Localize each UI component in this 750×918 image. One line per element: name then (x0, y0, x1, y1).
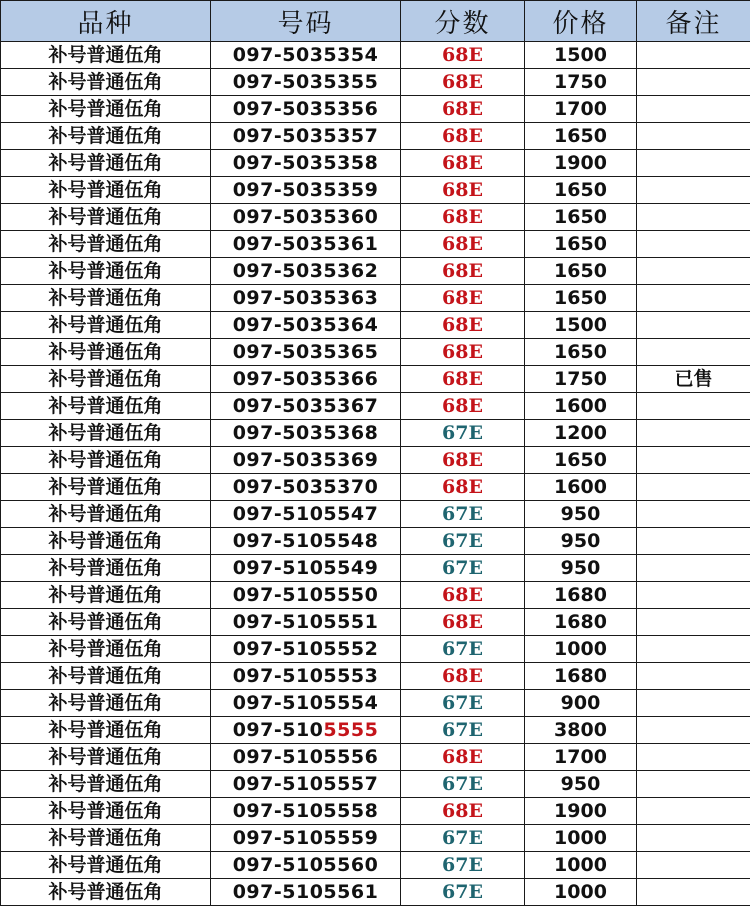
variety-cell: 补号普通伍角 (1, 501, 211, 528)
variety-cell: 补号普通伍角 (1, 825, 211, 852)
table-row (1, 393, 750, 420)
variety-cell: 补号普通伍角 (1, 393, 211, 420)
price-cell: 1650 (525, 447, 637, 474)
code-cell: 097-5035358 (211, 150, 401, 177)
variety-cell: 补号普通伍角 (1, 96, 211, 123)
variety-cell: 补号普通伍角 (1, 258, 211, 285)
table-row (1, 852, 750, 879)
table-row (1, 501, 750, 528)
table-row (1, 231, 750, 258)
price-cell: 1650 (525, 123, 637, 150)
score-cell: 67E (401, 717, 525, 744)
table-row (1, 474, 750, 501)
price-cell: 1500 (525, 312, 637, 339)
price-cell: 1700 (525, 744, 637, 771)
variety-cell: 补号普通伍角 (1, 771, 211, 798)
score-cell: 68E (401, 798, 525, 825)
header-note: 备注 (637, 1, 750, 42)
score-cell: 68E (401, 258, 525, 285)
code-cell: 097-5035364 (211, 312, 401, 339)
score-cell: 67E (401, 690, 525, 717)
score-cell: 68E (401, 663, 525, 690)
variety-cell: 补号普通伍角 (1, 852, 211, 879)
variety-cell: 补号普通伍角 (1, 69, 211, 96)
variety-cell: 补号普通伍角 (1, 312, 211, 339)
variety-cell: 补号普通伍角 (1, 555, 211, 582)
header-code: 号码 (211, 1, 401, 42)
variety-cell: 补号普通伍角 (1, 879, 211, 906)
score-cell: 68E (401, 123, 525, 150)
code-cell: 097-5035363 (211, 285, 401, 312)
variety-cell: 补号普通伍角 (1, 798, 211, 825)
variety-cell: 补号普通伍角 (1, 420, 211, 447)
variety-cell: 补号普通伍角 (1, 636, 211, 663)
score-cell: 67E (401, 501, 525, 528)
table-row (1, 42, 750, 69)
note-cell (637, 312, 750, 339)
table-row (1, 528, 750, 555)
variety-cell: 补号普通伍角 (1, 285, 211, 312)
note-cell (637, 825, 750, 852)
score-cell: 68E (401, 474, 525, 501)
table-row (1, 771, 750, 798)
price-cell: 950 (525, 555, 637, 582)
price-cell: 900 (525, 690, 637, 717)
note-cell (637, 528, 750, 555)
table-row (1, 96, 750, 123)
note-cell (637, 501, 750, 528)
code-cell: 097-5105547 (211, 501, 401, 528)
table-row (1, 825, 750, 852)
price-cell: 1650 (525, 285, 637, 312)
note-cell (637, 447, 750, 474)
note-cell: 已售 (637, 366, 750, 393)
price-cell: 1650 (525, 339, 637, 366)
variety-cell: 补号普通伍角 (1, 744, 211, 771)
price-cell: 1000 (525, 636, 637, 663)
price-cell: 1650 (525, 204, 637, 231)
variety-cell: 补号普通伍角 (1, 177, 211, 204)
note-cell (637, 123, 750, 150)
price-cell: 1680 (525, 663, 637, 690)
note-cell (637, 69, 750, 96)
table-row (1, 177, 750, 204)
price-cell: 1600 (525, 393, 637, 420)
code-cell: 097-5105554 (211, 690, 401, 717)
note-cell (637, 663, 750, 690)
table-row (1, 258, 750, 285)
variety-cell: 补号普通伍角 (1, 123, 211, 150)
code-cell: 097-5105558 (211, 798, 401, 825)
variety-cell: 补号普通伍角 (1, 339, 211, 366)
note-cell (637, 744, 750, 771)
table-header (1, 1, 750, 42)
note-cell (637, 798, 750, 825)
code-cell: 097-5105557 (211, 771, 401, 798)
table-row (1, 582, 750, 609)
price-cell: 950 (525, 771, 637, 798)
table-row (1, 636, 750, 663)
score-cell: 68E (401, 609, 525, 636)
table-row (1, 285, 750, 312)
score-cell: 68E (401, 744, 525, 771)
price-cell: 1000 (525, 852, 637, 879)
price-cell: 1500 (525, 42, 637, 69)
price-cell: 950 (525, 501, 637, 528)
variety-cell: 补号普通伍角 (1, 204, 211, 231)
score-cell: 68E (401, 393, 525, 420)
price-cell: 1000 (525, 825, 637, 852)
score-cell: 68E (401, 447, 525, 474)
code-cell: 097-5035369 (211, 447, 401, 474)
code-cell: 097-5105561 (211, 879, 401, 906)
note-cell (637, 96, 750, 123)
price-cell: 1650 (525, 177, 637, 204)
code-cell: 097-5105556 (211, 744, 401, 771)
note-cell (637, 852, 750, 879)
price-cell: 1200 (525, 420, 637, 447)
score-cell: 67E (401, 771, 525, 798)
code-cell: 097-5035367 (211, 393, 401, 420)
table-row (1, 420, 750, 447)
table-row (1, 204, 750, 231)
note-cell (637, 474, 750, 501)
note-cell (637, 690, 750, 717)
code-cell: 097-5105559 (211, 825, 401, 852)
note-cell (637, 420, 750, 447)
price-cell: 1750 (525, 69, 637, 96)
code-cell: 097-5105549 (211, 555, 401, 582)
table-row (1, 609, 750, 636)
code-cell (211, 717, 401, 744)
price-cell: 1650 (525, 231, 637, 258)
code-cell: 097-5035362 (211, 258, 401, 285)
score-cell: 67E (401, 879, 525, 906)
score-cell: 68E (401, 285, 525, 312)
code-cell: 097-5035359 (211, 177, 401, 204)
variety-cell: 补号普通伍角 (1, 690, 211, 717)
score-cell: 67E (401, 636, 525, 663)
note-cell (637, 582, 750, 609)
score-cell: 67E (401, 420, 525, 447)
code-cell: 097-5035357 (211, 123, 401, 150)
score-cell: 68E (401, 69, 525, 96)
score-cell: 67E (401, 852, 525, 879)
code-cell: 097-5035366 (211, 366, 401, 393)
variety-cell: 补号普通伍角 (1, 528, 211, 555)
score-cell: 68E (401, 366, 525, 393)
table-row (1, 312, 750, 339)
code-cell: 097-5035361 (211, 231, 401, 258)
score-cell: 68E (401, 96, 525, 123)
price-cell: 1750 (525, 366, 637, 393)
table-row (1, 555, 750, 582)
score-cell: 67E (401, 555, 525, 582)
score-cell: 67E (401, 825, 525, 852)
header-variety: 品种 (1, 1, 211, 42)
price-cell: 1680 (525, 609, 637, 636)
price-cell: 1600 (525, 474, 637, 501)
note-cell (637, 771, 750, 798)
price-cell: 950 (525, 528, 637, 555)
code-cell: 097-5035368 (211, 420, 401, 447)
note-cell (637, 339, 750, 366)
note-cell (637, 42, 750, 69)
note-cell (637, 879, 750, 906)
table-row (1, 447, 750, 474)
score-cell: 68E (401, 42, 525, 69)
note-cell (637, 258, 750, 285)
price-cell: 3800 (525, 717, 637, 744)
table-row (1, 339, 750, 366)
variety-cell: 补号普通伍角 (1, 582, 211, 609)
score-cell: 68E (401, 339, 525, 366)
code-prefix: 097-510 (232, 719, 324, 741)
code-cell: 097-5105553 (211, 663, 401, 690)
price-cell: 1700 (525, 96, 637, 123)
code-cell: 097-5105560 (211, 852, 401, 879)
table-row (1, 150, 750, 177)
price-cell: 1000 (525, 879, 637, 906)
table-body (1, 42, 750, 906)
note-cell (637, 717, 750, 744)
note-cell (637, 636, 750, 663)
code-cell: 097-5035370 (211, 474, 401, 501)
variety-cell: 补号普通伍角 (1, 717, 211, 744)
note-cell (637, 609, 750, 636)
table-row (1, 690, 750, 717)
variety-cell: 补号普通伍角 (1, 447, 211, 474)
code-cell: 097-5035365 (211, 339, 401, 366)
table-row (1, 123, 750, 150)
price-cell: 1650 (525, 258, 637, 285)
note-cell (637, 204, 750, 231)
note-cell (637, 150, 750, 177)
variety-cell: 补号普通伍角 (1, 231, 211, 258)
table-row (1, 717, 750, 744)
variety-cell: 补号普通伍角 (1, 150, 211, 177)
price-cell: 1900 (525, 798, 637, 825)
table-row (1, 879, 750, 906)
table-row (1, 69, 750, 96)
score-cell: 67E (401, 528, 525, 555)
code-cell: 097-5035355 (211, 69, 401, 96)
header-score: 分数 (401, 1, 525, 42)
code-cell: 097-5035356 (211, 96, 401, 123)
code-cell: 097-5105550 (211, 582, 401, 609)
score-cell: 68E (401, 582, 525, 609)
note-cell (637, 555, 750, 582)
variety-cell: 补号普通伍角 (1, 609, 211, 636)
score-cell: 68E (401, 177, 525, 204)
variety-cell: 补号普通伍角 (1, 663, 211, 690)
note-cell (637, 231, 750, 258)
variety-cell: 补号普通伍角 (1, 474, 211, 501)
code-cell: 097-5105551 (211, 609, 401, 636)
note-cell (637, 393, 750, 420)
note-cell (637, 177, 750, 204)
price-cell: 1900 (525, 150, 637, 177)
variety-cell: 补号普通伍角 (1, 42, 211, 69)
note-cell (637, 285, 750, 312)
code-highlight: 5555 (323, 719, 379, 741)
score-cell: 68E (401, 312, 525, 339)
header-price: 价格 (525, 1, 637, 42)
code-cell: 097-5105548 (211, 528, 401, 555)
price-cell: 1680 (525, 582, 637, 609)
variety-cell: 补号普通伍角 (1, 366, 211, 393)
table-row (1, 366, 750, 393)
score-cell: 68E (401, 231, 525, 258)
code-cell: 097-5105552 (211, 636, 401, 663)
code-cell: 097-5035354 (211, 42, 401, 69)
score-cell: 68E (401, 150, 525, 177)
table-row (1, 663, 750, 690)
table-row (1, 744, 750, 771)
header-row (1, 1, 750, 42)
score-cell: 68E (401, 204, 525, 231)
table-row (1, 798, 750, 825)
code-cell: 097-5035360 (211, 204, 401, 231)
